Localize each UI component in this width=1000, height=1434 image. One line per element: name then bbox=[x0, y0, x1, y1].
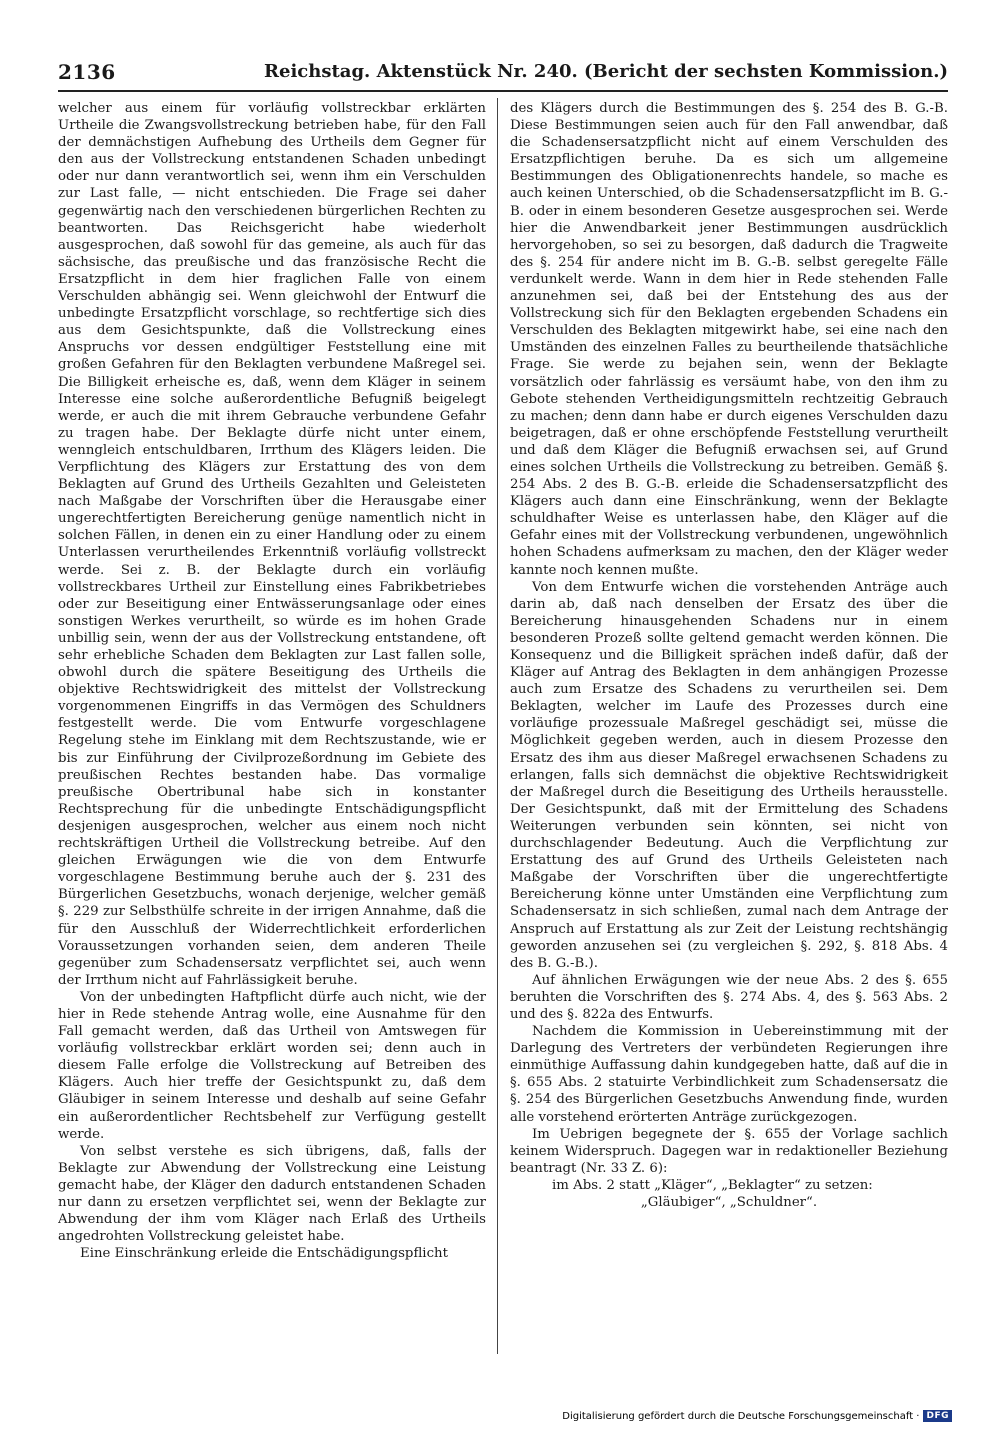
column-divider bbox=[497, 98, 498, 1354]
left-paragraph-3: Von selbst verstehe es sich übrigens, daß, falls der Beklagte zur Abwendung der Vollstreckung eine Leistung gemacht habe, der Kläger den dadurch entstandenen Schaden nur dann zu ersetzen verpflichtet sei, wenn der Beklagte zur Abwendung der ihm vom Kläger nach Erlaß des Urtheils angedrohten Vollstreckung geleistet habe. bbox=[58, 1143, 486, 1245]
right-paragraph-1: des Klägers durch die Bestimmungen des §. 254 des B. G.-B. Diese Bestimmungen seien auch für den Fall anwendbar, daß die Schadensersatzpflicht nicht auf einem Verschulden des Ersatzpflichtigen beruhe. Da es sich um allgemeine Bestimmungen des Obligationenrechts handele, so mache es auch keinen Unterschied, ob die Schadensersatzpflicht im B. G.-B. oder in einem besonderen Gesetze ausgesprochen sei. Werde hier die Anwendbarkeit jener Bestimmungen ausdrücklich hervorgehoben, so sei zu besorgen, daß dadurch die Tragweite des §. 254 für andere nicht im B. G.-B. selbst geregelte Fälle verdunkelt werde. Wann in dem hier in Rede stehenden Falle anzunehmen sei, daß bei der Entstehung des aus der Vollstreckung sich für den Beklagten ergebenden Schadens ein Verschulden des Beklagten mitgewirkt habe, sei eine nach den Umständen des einzelnen Falles zu beurtheilende thatsächliche Frage. Sie werde zu bejahen sein, wenn der Beklagte vorsätzlich oder fahrlässig es versäumt habe, von den ihm zu Gebote stehenden Vertheidigungsmitteln rechtzeitig Gebrauch zu machen; denn dann habe er durch eigenes Verschulden dazu beigetragen, daß er ohne erschöpfende Feststellung verurtheilt und daß dem Kläger die Befugniß erwachsen sei, auf Grund eines solchen Urtheils die Vollstreckung zu betreiben. Gemäß §. 254 Abs. 2 des B. G.-B. erleide die Schadensersatzpflicht des Klägers auch dann eine Einschränkung, wenn der Beklagte schuldhafter Weise es unterlassen habe, den Kläger auf die Gefahr eines mit der Vollstreckung verbundenen, ungewöhnlich hohen Schadens aufmerksam zu machen, den der Kläger weder kannte noch kennen mußte. bbox=[510, 101, 948, 578]
right-paragraph-5: Im Uebrigen begegnete der §. 655 der Vorlage sachlich keinem Widerspruch. Dagegen war in redaktioneller Beziehung beantragt (Nr. 33 Z. 6): bbox=[510, 1126, 948, 1176]
left-paragraph-1: welcher aus einem für vorläufig vollstreckbar erklärten Urtheile die Zwangsvollstreckung betrieben habe, für den Fall der demnächstigen Aufhebung des Urtheils dem Gegner für den aus der Vollstreckung entstandenen Schaden unbedingt oder nur dann verantwortlich sei, wenn ihm ein Verschulden zur Last falle, — nicht entschieden. Die Frage sei daher gegenwärtig nach den verschiedenen bürgerlichen Rechten zu beantworten. Das Reichsgericht habe wiederholt ausgesprochen, daß sowohl für das gemeine, als auch für das sächsische, das preußische und das französische Recht die Ersatzpflicht in dem hier fraglichen Falle von einem Verschulden abhängig sei. Wenn gleichwohl der Entwurf die unbedingte Ersatzpflicht vorschlage, so rechtfertige sich dies aus dem Gesichtspunkte, daß die Vollstreckung eines Anspruchs vor dessen endgültiger Feststellung eine mit großen Gefahren für den Beklagten verbundene Maßregel sei. Die Billigkeit erheische es, daß, wenn dem Kläger in seinem Interesse eine solche außerordentliche Befugniß beigelegt werde, er auch die mit ihrem Gebrauche verbundene Gefahr zu tragen habe. Der Beklagte dürfe nicht unter einem, wenngleich entschuldbaren, Irrthum des Klägers leiden. Die Verpflichtung des Klägers zur Erstattung des von dem Beklagten auf Grund des Urtheils Gezahlten und Geleisteten nach Maßgabe der Vorschriften über die Herausgabe einer ungerechtfertigten Bereicherung genüge namentlich nicht in solchen Fällen, in denen ein zu einer Handlung oder zu einem Unterlassen verurtheilendes Erkenntniß vorläufig vollstreckt werde. Sei z. B. der Beklagte durch ein vorläufig vollstreckbares Urtheil zur Einstellung eines Fabrikbetriebes oder zur Beseitigung einer Entwässerungsanlage oder eines sonstigen Werkes verurtheilt, so würde es im hohen Grade unbillig sein, wenn der aus der Vollstreckung entstandene, oft sehr erhebliche Schaden dem Beklagten zur Last fallen solle, obwohl durch die spätere Beseitigung des Urtheils die objektive Rechtswidrigkeit des mittelst der Vollstreckung vorgenommenen Eingriffs in das Vermögen des Schuldners festgestellt werde. Die vom Entwurfe vorgeschlagene Regelung stehe im Einklang mit dem Rechtszustande, wie er bis zur Einführung der Civilprozeßordnung im Gebiete des preußischen Rechtes bestanden habe. Das vormalige preußische Obertribunal habe sich in konstanter Rechtsprechung für die unbedingte Entschädigungspflicht desjenigen ausgesprochen, welcher aus einem noch nicht rechtskräftigen Urtheil die Vollstreckung betreibe. Auf den gleichen Erwägungen wie die von dem Entwurfe vorgeschlagene Bestimmung beruhe auch der §. 231 des Bürgerlichen Gesetzbuchs, wonach derjenige, welcher gemäß §. 229 zur Selbsthülfe schreite in der irrigen Annahme, daß die für den Ausschluß der Widerrechtlichkeit erforderlichen Voraussetzungen vorhanden seien, dem anderen Theile gegenüber zum Schadensersatz verpflichtet sei, auch wenn der Irrthum nicht auf Fahrlässigkeit beruhe. bbox=[58, 101, 486, 988]
digitization-credit bbox=[562, 1410, 952, 1422]
page-number: 2136 bbox=[58, 60, 116, 84]
running-title: Reichstag. Aktenstück Nr. 240. (Bericht der sechsten Kommission.) bbox=[264, 61, 948, 82]
left-column bbox=[58, 100, 486, 1370]
left-paragraph-4: Eine Einschränkung erleide die Entschädigungspflicht bbox=[80, 1246, 448, 1262]
right-paragraph-4: Nachdem die Kommission in Uebereinstimmung mit der Darlegung des Vertreters der verbündeten Regierungen ihre einmüthige Auffassung dahin kundgegeben hatte, daß auf die in §. 655 Abs. 2 statuirte Verbindlichkeit zum Schadensersatz die §. 254 des Bürgerlichen Gesetzbuchs Anwendung finde, wurden alle vorstehend erörterten Anträge zurückgezogen. bbox=[510, 1024, 948, 1125]
right-paragraph-3: Auf ähnlichen Erwägungen wie der neue Abs. 2 des §. 655 beruhten die Vorschriften des §. 274 Abs. 4, des §. 563 Abs. 2 und des §. 822a des Entwurfs. bbox=[510, 972, 948, 1022]
page-header bbox=[58, 56, 948, 92]
amendment-line: im Abs. 2 statt „Kläger“, „Beklagter“ zu setzen: bbox=[552, 1177, 873, 1193]
left-paragraph-2: Von der unbedingten Haftpflicht dürfe auch nicht, wie der hier in Rede stehende Antrag wolle, eine Ausnahme für den Fall gemacht werden, daß das Urtheil von Amtswegen für vorläufig vollstreckbar erklärt worden sei; denn auch in diesem Falle erfolge die Vollstreckung auf Betreiben des Klägers. Auch hier treffe der Gesichtspunkt zu, daß dem Gläubiger in seinem Interesse und deshalb auf seine Gefahr ein außerordentlicher Rechtsbehelf zur Verfügung gestellt werde. bbox=[58, 989, 486, 1142]
credit-text: Digitalisierung gefördert durch die Deutsche Forschungsgemeinschaft · bbox=[562, 1410, 920, 1422]
right-column bbox=[510, 100, 948, 1370]
amendment-terms: „Gläubiger“, „Schuldner“. bbox=[640, 1195, 818, 1210]
dfg-logo: DFG bbox=[923, 1410, 952, 1422]
right-paragraph-2: Von dem Entwurfe wichen die vorstehenden Anträge auch darin ab, daß nach denselben der Ersatz des über die Bereicherung hinausgehenden Schadens nur in einem besonderen Prozeß sollte geltend gemacht werden können. Die Konsequenz und die Billigkeit sprächen indeß dafür, daß der Kläger auf Antrag des Beklagten in dem anhängigen Prozesse auch zum Ersatze des Schadens zu verurtheilen sei. Dem Beklagten, welcher im Laufe des Prozesses durch eine vorläufige prozessuale Maßregel geschädigt sei, müsse die Möglichkeit gegeben werden, auch in diesem Prozesse den Ersatz des ihm aus dieser Maßregel erwachsenen Schadens zu erlangen, falls sich demnächst die objektive Rechtswidrigkeit der Maßregel durch die Beseitigung des Urtheils herausstelle. Der Gesichtspunkt, daß mit der Ermittelung des Schadens Weiterungen verbunden sein könnten, sei nicht von durchschlagender Bedeutung. Auch die Verpflichtung zur Erstattung des auf Grund des Urtheils Geleisteten nach Maßgabe der Vorschriften über die ungerechtfertigte Bereicherung könne unter Umständen eine Verpflichtung zum Schadensersatz in sich schließen, zumal nach dem Antrage der Anspruch auf Erstattung als zur Zeit der Leistung rechtshängig geworden anzusehen sei (zu vergleichen §. 292, §. 818 Abs. 4 des B. G.-B.). bbox=[510, 579, 948, 971]
